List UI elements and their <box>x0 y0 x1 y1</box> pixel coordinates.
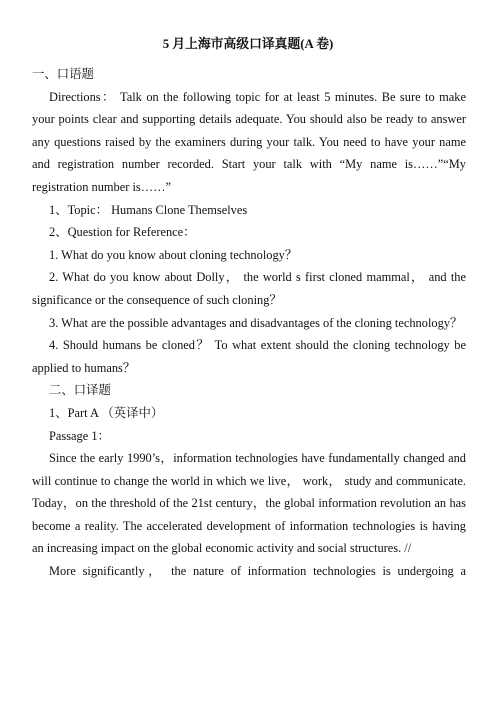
reference-heading: 2、Question for Reference： <box>49 225 196 240</box>
document-body <box>32 63 466 583</box>
passage-label: Passage 1： <box>49 428 110 443</box>
section-heading-interpreting: 二、口译题 <box>49 383 111 398</box>
directions-paragraph: Directions： Talk on the following topic for at least 5 minutes. Be sure to make your points clear and supporting details adequate. You should also be ready to answer any questions raised by the examiners during your talk. You need to have your name and registration number recorded. Start your talk with “My name is……”“My registration number is……” <box>32 89 466 194</box>
section-heading-speaking: 一、口语题 <box>32 67 94 81</box>
topic-line: 1、Topic： Humans Clone Themselves <box>49 202 248 217</box>
passage-paragraph: Since the early 1990’s，information technologies have fundamentally changed and will continue to change the world in which we live， work， study and communicate. Today，on the threshold of the 21st century，the global information revolution an has become a reality. The accelerated development of information technologies is having an increasing impact on the global economic activity and social structures. // <box>32 451 466 556</box>
part-label: 1、Part A （英译中） <box>49 405 164 420</box>
question-item: 4. Should humans be cloned？ To what extent should the cloning technology be applied to humans？ <box>32 338 466 375</box>
question-item: 3. What are the possible advantages and disadvantages of the cloning technology？ <box>49 315 463 330</box>
question-item: 1. What do you know about cloning technology？ <box>49 247 298 262</box>
question-item: 2. What do you know about Dolly， the world s first cloned mammal， and the significance or the consequence of such cloning？ <box>32 270 466 307</box>
passage-paragraph: More significantly， the nature of information technologies is undergoing a <box>49 564 466 579</box>
page-title: 5 月上海市高级口译真题(A 卷) <box>162 37 334 51</box>
